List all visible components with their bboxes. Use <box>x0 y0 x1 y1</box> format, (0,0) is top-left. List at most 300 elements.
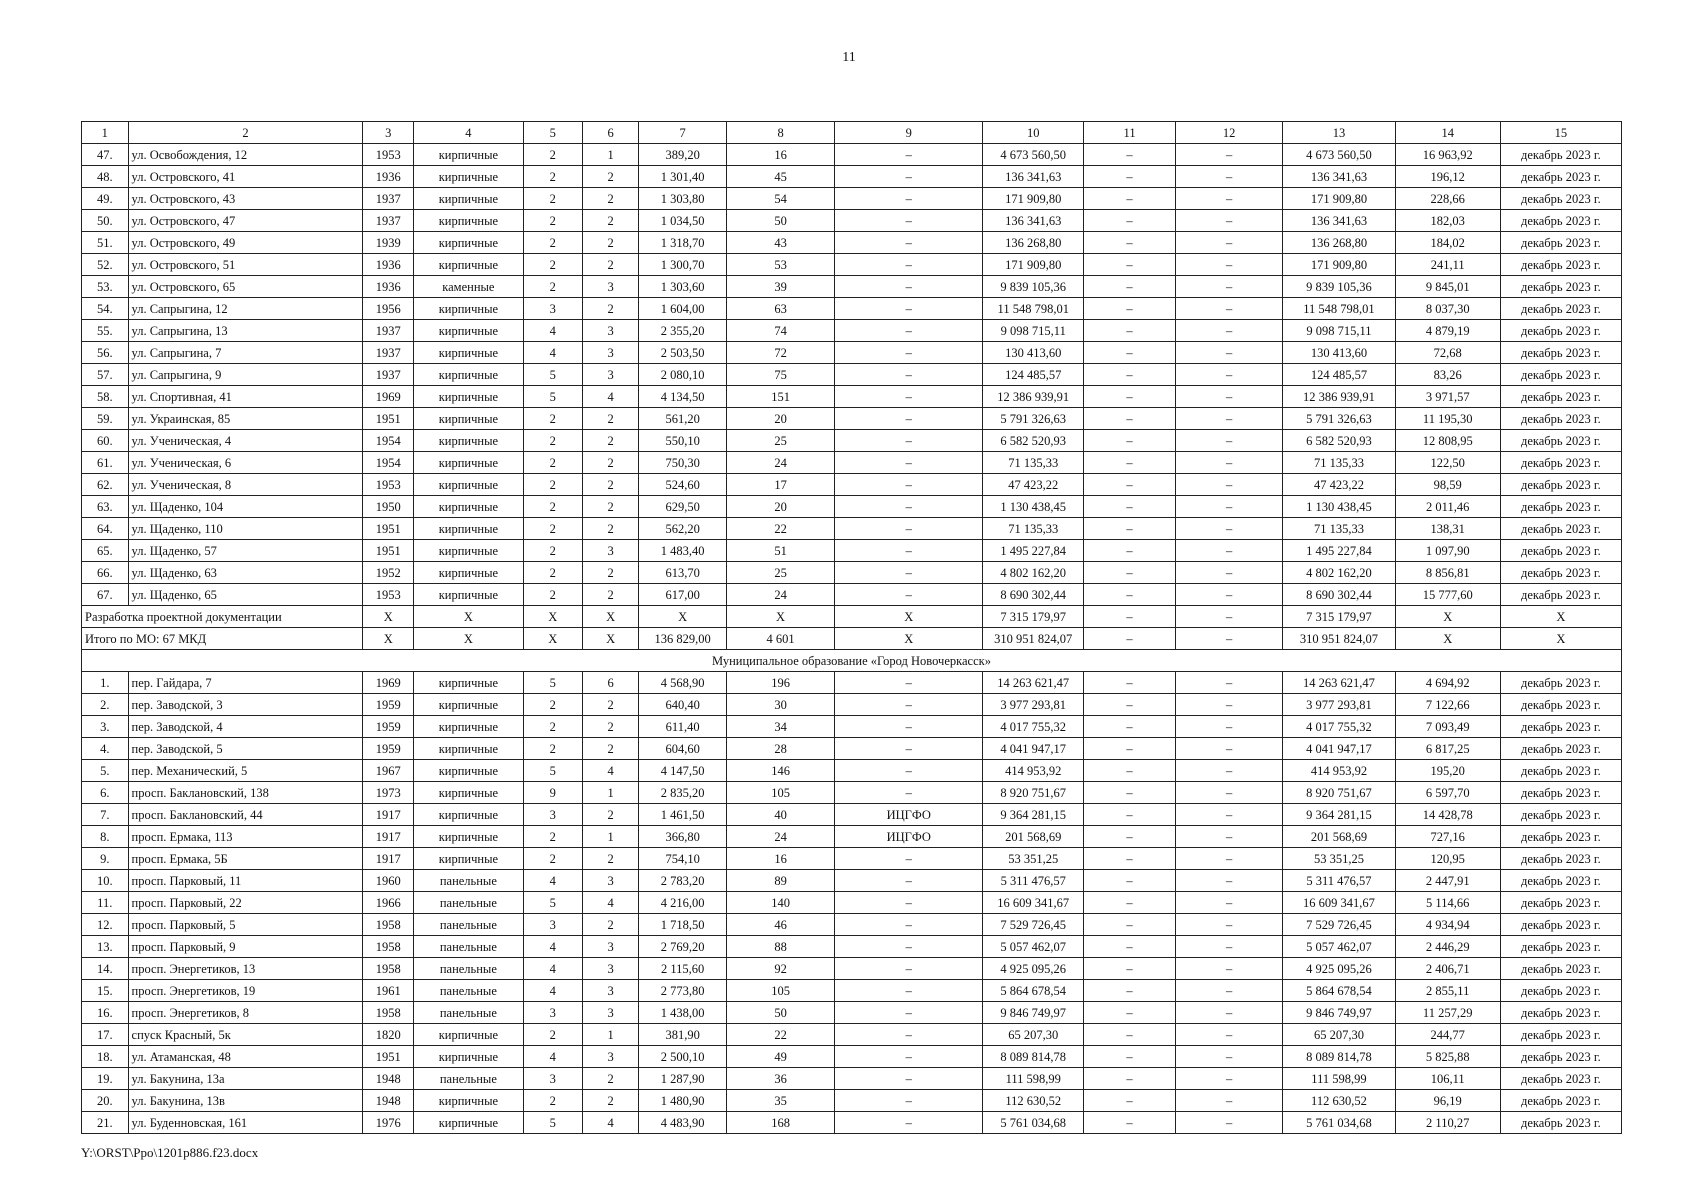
table-cell: – <box>1176 606 1283 628</box>
column-header: 5 <box>523 122 583 144</box>
table-row <box>82 452 1622 474</box>
table-cell: 136 341,63 <box>983 210 1084 232</box>
table-cell: 12 808,95 <box>1395 430 1500 452</box>
table-cell: ул. Островского, 49 <box>128 232 363 254</box>
table-cell: – <box>1084 188 1176 210</box>
table-cell: 2 500,10 <box>639 1046 727 1068</box>
table-cell: 2 <box>523 430 583 452</box>
table-cell: ул. Щаденко, 63 <box>128 562 363 584</box>
table-header-row <box>82 122 1622 144</box>
table-row <box>82 672 1622 694</box>
table-cell: – <box>1084 804 1176 826</box>
table-cell: 1936 <box>363 254 414 276</box>
table-cell: 71 135,33 <box>1283 452 1396 474</box>
table-cell: 4 568,90 <box>639 672 727 694</box>
table-cell: кирпичные <box>414 144 523 166</box>
table-cell: 1937 <box>363 364 414 386</box>
table-row <box>82 386 1622 408</box>
table-cell: – <box>1084 738 1176 760</box>
table-cell: – <box>835 496 983 518</box>
table-cell: 4 <box>523 958 583 980</box>
table-cell: – <box>835 870 983 892</box>
table-cell: X <box>583 606 639 628</box>
table-cell: 1 301,40 <box>639 166 727 188</box>
table-cell: декабрь 2023 г. <box>1500 364 1621 386</box>
table-cell: – <box>1176 188 1283 210</box>
table-cell: – <box>1084 518 1176 540</box>
table-cell: 1 318,70 <box>639 232 727 254</box>
table-cell: 57. <box>82 364 129 386</box>
table-cell: кирпичные <box>414 672 523 694</box>
table-cell: кирпичные <box>414 738 523 760</box>
table-cell: декабрь 2023 г. <box>1500 452 1621 474</box>
table-cell: просп. Энергетиков, 19 <box>128 980 363 1002</box>
table-row <box>82 958 1622 980</box>
table-cell: 4 <box>583 760 639 782</box>
table-cell: 2 <box>523 254 583 276</box>
table-cell: 8 856,81 <box>1395 562 1500 584</box>
table-cell: 196,12 <box>1395 166 1500 188</box>
table-cell: – <box>1176 562 1283 584</box>
table-cell: 39 <box>726 276 834 298</box>
table-cell: 4 802 162,20 <box>983 562 1084 584</box>
table-cell: кирпичные <box>414 716 523 738</box>
table-cell: 184,02 <box>1395 232 1500 254</box>
table-cell: – <box>835 694 983 716</box>
table-cell: – <box>1176 1112 1283 1134</box>
table-cell: 3 <box>583 1046 639 1068</box>
table-cell: кирпичные <box>414 694 523 716</box>
table-row <box>82 276 1622 298</box>
table-cell: пер. Заводской, 4 <box>128 716 363 738</box>
table-cell: 63 <box>726 298 834 320</box>
table-cell: декабрь 2023 г. <box>1500 1112 1621 1134</box>
table-cell: 72,68 <box>1395 342 1500 364</box>
table-cell: 9 846 749,97 <box>983 1002 1084 1024</box>
table-cell: X <box>1500 606 1621 628</box>
table-cell: 9 098 715,11 <box>983 320 1084 342</box>
table-cell: 2 <box>583 804 639 826</box>
table-cell: 168 <box>726 1112 834 1134</box>
table-cell: 1951 <box>363 540 414 562</box>
table-cell: 17 <box>726 474 834 496</box>
table-cell: – <box>835 254 983 276</box>
table-row <box>82 320 1622 342</box>
table-cell: – <box>1176 1002 1283 1024</box>
table-cell: 1936 <box>363 166 414 188</box>
column-header: 6 <box>583 122 639 144</box>
table-cell: декабрь 2023 г. <box>1500 254 1621 276</box>
table-cell: 9 839 105,36 <box>1283 276 1396 298</box>
table-cell: X <box>1500 628 1621 650</box>
table-row <box>82 892 1622 914</box>
table-cell: 3 977 293,81 <box>983 694 1084 716</box>
table-cell: – <box>1176 958 1283 980</box>
table-cell: 2 <box>523 408 583 430</box>
table-cell: 4 147,50 <box>639 760 727 782</box>
table-cell: ул. Сапрыгина, 7 <box>128 342 363 364</box>
table-cell: – <box>1084 628 1176 650</box>
table-cell: – <box>1176 716 1283 738</box>
table-cell: 58. <box>82 386 129 408</box>
table-cell: – <box>1084 364 1176 386</box>
table-cell: 2 <box>583 518 639 540</box>
table-cell: 71 135,33 <box>1283 518 1396 540</box>
table-cell: 35 <box>726 1090 834 1112</box>
table-cell: 9 098 715,11 <box>1283 320 1396 342</box>
table-cell: 561,20 <box>639 408 727 430</box>
table-cell: 59. <box>82 408 129 430</box>
table-cell: 2 835,20 <box>639 782 727 804</box>
table-cell: 4 <box>523 936 583 958</box>
table-cell: 66. <box>82 562 129 584</box>
table-cell: – <box>835 188 983 210</box>
table-cell: 1959 <box>363 694 414 716</box>
table-cell: 2 <box>583 254 639 276</box>
table-cell: 1937 <box>363 210 414 232</box>
table-row <box>82 804 1622 826</box>
table-cell: декабрь 2023 г. <box>1500 144 1621 166</box>
table-cell: – <box>835 540 983 562</box>
table-cell: 74 <box>726 320 834 342</box>
table-cell: – <box>1176 628 1283 650</box>
table-cell: просп. Парковый, 11 <box>128 870 363 892</box>
table-cell: ул. Ученическая, 8 <box>128 474 363 496</box>
table-cell: 7 315 179,97 <box>1283 606 1396 628</box>
table-cell: – <box>1084 298 1176 320</box>
table-cell: 10. <box>82 870 129 892</box>
table-cell: – <box>1176 870 1283 892</box>
table-cell: 1937 <box>363 320 414 342</box>
table-cell: – <box>835 276 983 298</box>
table-cell: 4 041 947,17 <box>1283 738 1396 760</box>
table-cell: 124 485,57 <box>983 364 1084 386</box>
table-cell: 24 <box>726 452 834 474</box>
page-number: 11 <box>842 50 856 65</box>
table-cell: 171 909,80 <box>983 254 1084 276</box>
table-row <box>82 782 1622 804</box>
table-row <box>82 694 1622 716</box>
table-cell: 550,10 <box>639 430 727 452</box>
table-cell: 62. <box>82 474 129 496</box>
table-cell: 2 <box>583 562 639 584</box>
table-cell: декабрь 2023 г. <box>1500 760 1621 782</box>
table-cell: декабрь 2023 г. <box>1500 430 1621 452</box>
table-cell: – <box>1084 672 1176 694</box>
table-cell: ул. Сапрыгина, 12 <box>128 298 363 320</box>
table-cell: 34 <box>726 716 834 738</box>
table-cell: – <box>1084 1024 1176 1046</box>
table-cell: – <box>1084 936 1176 958</box>
table-cell: 4 <box>583 892 639 914</box>
table-cell: 4 <box>583 1112 639 1134</box>
table-cell: – <box>1084 386 1176 408</box>
table-cell: 2 <box>523 452 583 474</box>
table-cell: 4 673 560,50 <box>983 144 1084 166</box>
table-cell: пер. Заводской, 5 <box>128 738 363 760</box>
table-cell: кирпичные <box>414 584 523 606</box>
table-cell: 2 <box>583 408 639 430</box>
table-cell: 9 839 105,36 <box>983 276 1084 298</box>
table-row <box>82 364 1622 386</box>
table-cell: – <box>835 672 983 694</box>
table-cell: декабрь 2023 г. <box>1500 1046 1621 1068</box>
table-cell: 4 <box>523 1046 583 1068</box>
table-cell: 228,66 <box>1395 188 1500 210</box>
table-cell: ул. Буденновская, 161 <box>128 1112 363 1134</box>
table-cell: 51. <box>82 232 129 254</box>
table-cell: просп. Баклановский, 44 <box>128 804 363 826</box>
table-cell: 524,60 <box>639 474 727 496</box>
table-cell: 2 503,50 <box>639 342 727 364</box>
table-cell: просп. Баклановский, 138 <box>128 782 363 804</box>
table-row <box>82 166 1622 188</box>
table-cell: 1959 <box>363 716 414 738</box>
table-cell: 613,70 <box>639 562 727 584</box>
table-cell: 4. <box>82 738 129 760</box>
table-cell: – <box>835 364 983 386</box>
table-cell: – <box>835 452 983 474</box>
table-row <box>82 232 1622 254</box>
table-cell: 2 <box>583 1068 639 1090</box>
table-cell: 750,30 <box>639 452 727 474</box>
table-cell: X <box>363 628 414 650</box>
table-cell: 196 <box>726 672 834 694</box>
table-row <box>82 738 1622 760</box>
table-cell: 2 <box>583 914 639 936</box>
table-cell: 8 089 814,78 <box>1283 1046 1396 1068</box>
table-cell: ул. Освобождения, 12 <box>128 144 363 166</box>
table-cell: просп. Парковый, 22 <box>128 892 363 914</box>
table-cell: X <box>414 606 523 628</box>
table-cell: ул. Островского, 47 <box>128 210 363 232</box>
table-cell: 112 630,52 <box>983 1090 1084 1112</box>
table-cell: кирпичные <box>414 782 523 804</box>
table-cell: 9 364 281,15 <box>983 804 1084 826</box>
table-cell: ул. Бакунина, 13в <box>128 1090 363 1112</box>
table-cell: 414 953,92 <box>983 760 1084 782</box>
table-cell: каменные <box>414 276 523 298</box>
table-row <box>82 584 1622 606</box>
table-cell: кирпичные <box>414 1090 523 1112</box>
table-cell: 2 <box>583 474 639 496</box>
table-cell: 2 406,71 <box>1395 958 1500 980</box>
table-cell: – <box>835 320 983 342</box>
table-cell: X <box>835 606 983 628</box>
table-cell: 5 864 678,54 <box>1283 980 1396 1002</box>
table-cell: 16 <box>726 144 834 166</box>
table-cell: 1 <box>583 1024 639 1046</box>
table-cell: 195,20 <box>1395 760 1500 782</box>
table-row <box>82 716 1622 738</box>
table-cell: 2 <box>523 1024 583 1046</box>
table-cell: 2 <box>583 430 639 452</box>
table-cell: – <box>835 298 983 320</box>
table-cell: 1956 <box>363 298 414 320</box>
table-cell: панельные <box>414 914 523 936</box>
table-row <box>82 408 1622 430</box>
table-cell: 1 303,80 <box>639 188 727 210</box>
table-cell: 12. <box>82 914 129 936</box>
table-cell: 9 <box>523 782 583 804</box>
table-cell: кирпичные <box>414 496 523 518</box>
table-cell: декабрь 2023 г. <box>1500 804 1621 826</box>
table-cell: 47 423,22 <box>983 474 1084 496</box>
table-cell: 7 315 179,97 <box>983 606 1084 628</box>
table-cell: – <box>1084 430 1176 452</box>
table-cell: декабрь 2023 г. <box>1500 716 1621 738</box>
table-cell: 2 <box>523 276 583 298</box>
table-cell: декабрь 2023 г. <box>1500 320 1621 342</box>
table-row <box>82 1068 1622 1090</box>
table-cell: 71 135,33 <box>983 452 1084 474</box>
table-cell: – <box>1084 584 1176 606</box>
table-cell: 2 <box>583 452 639 474</box>
table-cell: – <box>1084 1046 1176 1068</box>
table-row <box>82 848 1622 870</box>
table-cell: 182,03 <box>1395 210 1500 232</box>
table-cell: – <box>1176 496 1283 518</box>
table-cell: 7. <box>82 804 129 826</box>
table-cell: кирпичные <box>414 804 523 826</box>
table-cell: 171 909,80 <box>983 188 1084 210</box>
table-cell: 106,11 <box>1395 1068 1500 1090</box>
footer-file-path: Y:\ORST\Ppo\1201p886.f23.docx <box>81 1145 259 1160</box>
table-cell: 2 <box>583 694 639 716</box>
table-cell: – <box>1176 826 1283 848</box>
table-cell: – <box>835 848 983 870</box>
table-cell: 4 879,19 <box>1395 320 1500 342</box>
table-cell: 7 122,66 <box>1395 694 1500 716</box>
table-cell: 2 <box>583 188 639 210</box>
table-cell: 1954 <box>363 430 414 452</box>
table-cell: 2 <box>523 584 583 606</box>
table-cell: – <box>1176 1024 1283 1046</box>
table-cell: 53 351,25 <box>1283 848 1396 870</box>
table-cell: – <box>1176 518 1283 540</box>
table-cell: кирпичные <box>414 210 523 232</box>
table-cell: декабрь 2023 г. <box>1500 232 1621 254</box>
table-cell: – <box>835 166 983 188</box>
table-cell: 2 <box>523 210 583 232</box>
table-cell: – <box>835 1002 983 1024</box>
table-cell: 124 485,57 <box>1283 364 1396 386</box>
table-cell: – <box>1176 1090 1283 1112</box>
table-cell: 2 <box>523 562 583 584</box>
table-row <box>82 210 1622 232</box>
table-cell: 241,11 <box>1395 254 1500 276</box>
table-cell: X <box>1395 628 1500 650</box>
table-cell: 2 110,27 <box>1395 1112 1500 1134</box>
table-cell: 53 <box>726 254 834 276</box>
table-cell: 2 <box>523 540 583 562</box>
table-cell: 24 <box>726 826 834 848</box>
table-cell: – <box>1084 870 1176 892</box>
table-cell: 75 <box>726 364 834 386</box>
table-cell: 1 034,50 <box>639 210 727 232</box>
table-row <box>82 518 1622 540</box>
table-cell: ул. Спортивная, 41 <box>128 386 363 408</box>
table-cell: просп. Энергетиков, 8 <box>128 1002 363 1024</box>
table-cell: 2 447,91 <box>1395 870 1500 892</box>
table-cell: 3 <box>523 804 583 826</box>
table-cell: 4 <box>523 320 583 342</box>
table-cell: 5 <box>523 364 583 386</box>
table-cell: 25 <box>726 562 834 584</box>
table-cell: X <box>1395 606 1500 628</box>
table-cell: – <box>1176 804 1283 826</box>
table-cell: 2 769,20 <box>639 936 727 958</box>
table-cell: декабрь 2023 г. <box>1500 298 1621 320</box>
table-row <box>82 870 1622 892</box>
table-cell: 604,60 <box>639 738 727 760</box>
table-cell: 60. <box>82 430 129 452</box>
table-cell: 5 <box>523 1112 583 1134</box>
table-cell: кирпичные <box>414 540 523 562</box>
table-cell: – <box>835 408 983 430</box>
table-cell: 49. <box>82 188 129 210</box>
table-cell: 7 093,49 <box>1395 716 1500 738</box>
table-cell: 53. <box>82 276 129 298</box>
table-cell: 2 <box>523 144 583 166</box>
table-cell: – <box>835 232 983 254</box>
table-cell: 8 089 814,78 <box>983 1046 1084 1068</box>
table-cell: 105 <box>726 782 834 804</box>
table-cell: – <box>1084 1002 1176 1024</box>
table-cell: 136 268,80 <box>1283 232 1396 254</box>
table-cell: кирпичные <box>414 254 523 276</box>
table-cell: 24 <box>726 584 834 606</box>
table-cell: 4 017 755,32 <box>1283 716 1396 738</box>
table-cell: 16 609 341,67 <box>1283 892 1396 914</box>
table-cell: 7 529 726,45 <box>983 914 1084 936</box>
table-cell: декабрь 2023 г. <box>1500 496 1621 518</box>
table-cell: 1 130 438,45 <box>983 496 1084 518</box>
table-cell: 1959 <box>363 738 414 760</box>
table-cell: 4 934,94 <box>1395 914 1500 936</box>
table-cell: 16. <box>82 1002 129 1024</box>
column-header: 2 <box>128 122 363 144</box>
table-cell: декабрь 2023 г. <box>1500 1068 1621 1090</box>
table-cell: 14 263 621,47 <box>983 672 1084 694</box>
table-cell: – <box>1084 980 1176 1002</box>
table-cell: – <box>1084 826 1176 848</box>
table-cell: 16 963,92 <box>1395 144 1500 166</box>
table-cell: 2 <box>523 738 583 760</box>
table-cell: пер. Механический, 5 <box>128 760 363 782</box>
table-cell: декабрь 2023 г. <box>1500 276 1621 298</box>
table-cell: декабрь 2023 г. <box>1500 672 1621 694</box>
table-cell: 146 <box>726 760 834 782</box>
table-cell: 366,80 <box>639 826 727 848</box>
table-row <box>82 342 1622 364</box>
table-cell: кирпичные <box>414 232 523 254</box>
table-cell: ИЦГФО <box>835 804 983 826</box>
table-cell: 2 011,46 <box>1395 496 1500 518</box>
table-cell: панельные <box>414 958 523 980</box>
table-cell: кирпичные <box>414 826 523 848</box>
table-cell: 5 <box>523 760 583 782</box>
table-cell: 4 017 755,32 <box>983 716 1084 738</box>
table-cell: 310 951 824,07 <box>983 628 1084 650</box>
table-cell: 1 <box>583 782 639 804</box>
table-cell: 2 <box>523 496 583 518</box>
table-cell: 1951 <box>363 518 414 540</box>
table-cell: 2 <box>523 826 583 848</box>
table-cell: 5 761 034,68 <box>983 1112 1084 1134</box>
table-cell: – <box>1176 276 1283 298</box>
table-cell: 727,16 <box>1395 826 1500 848</box>
